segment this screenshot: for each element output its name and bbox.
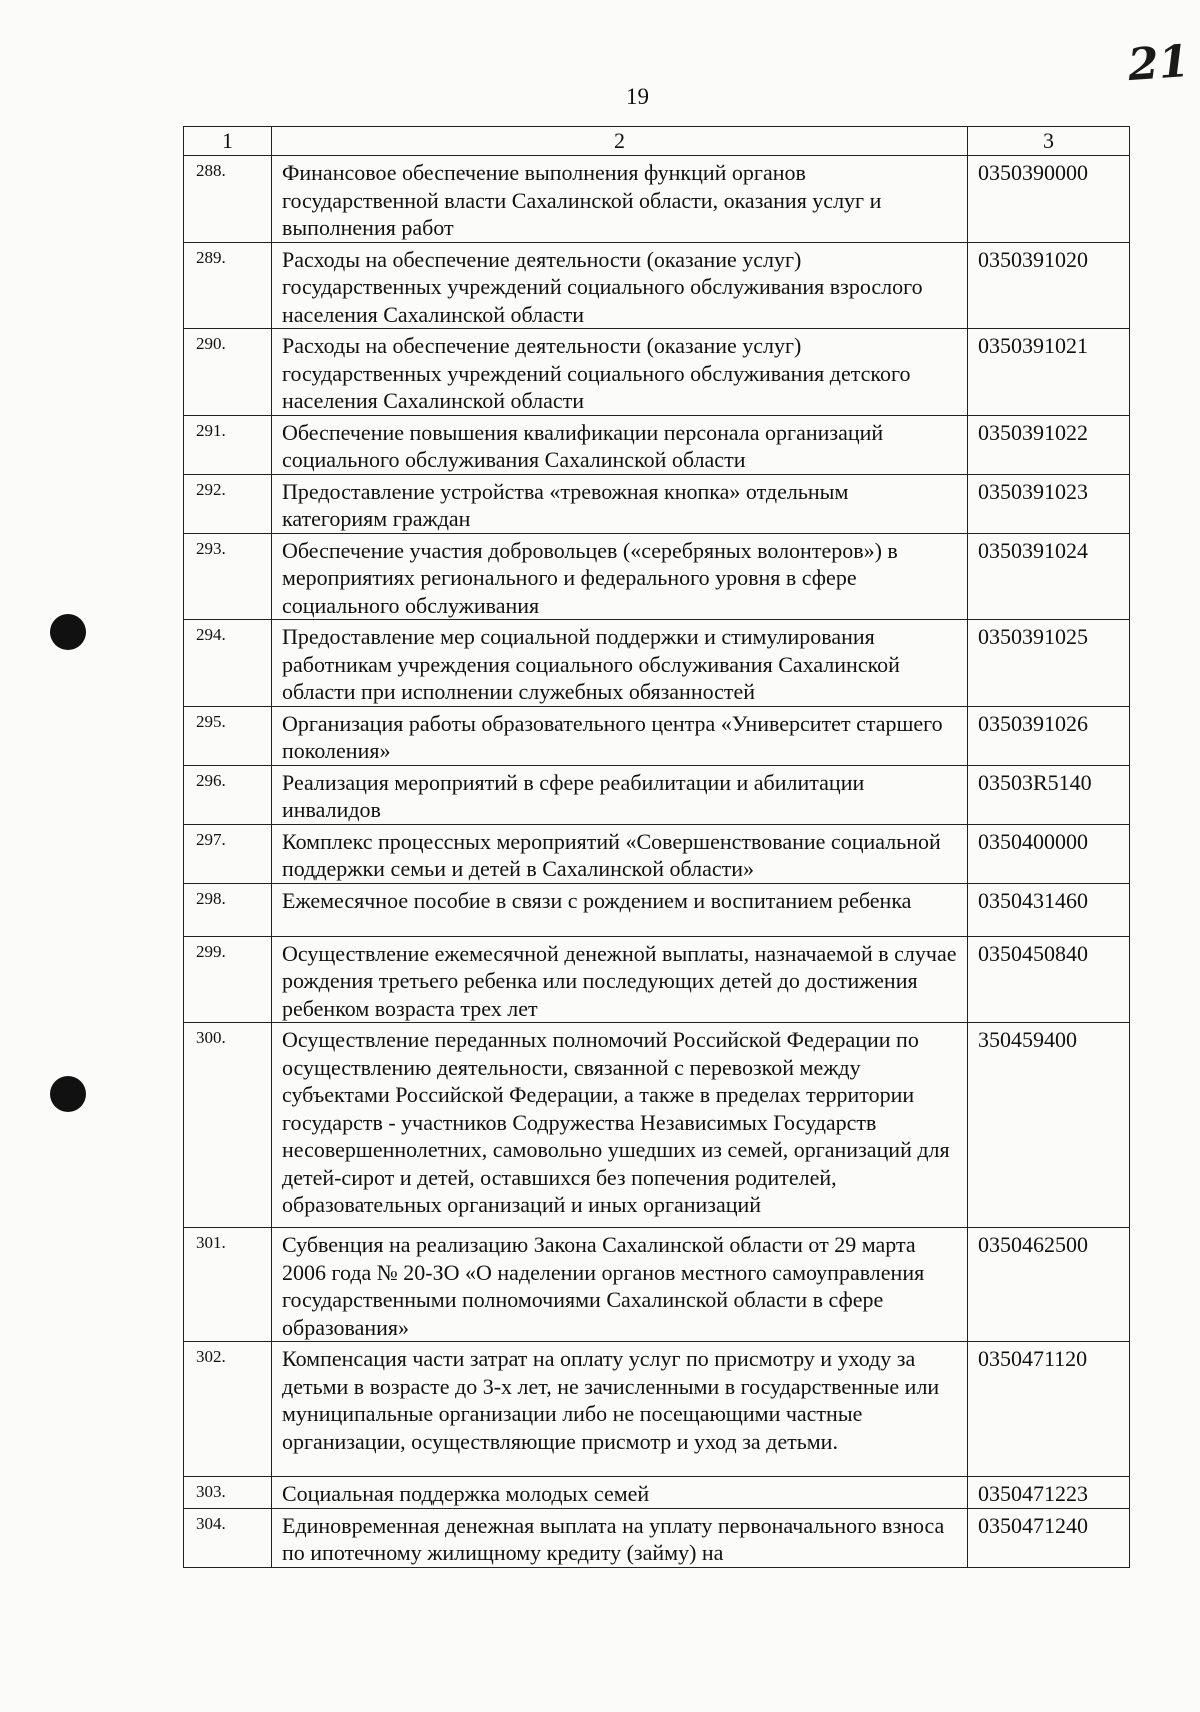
- row-code: 0350400000: [968, 824, 1130, 883]
- table-row: [184, 1228, 1130, 1342]
- row-code: 0350431460: [968, 883, 1130, 936]
- row-number: 304.: [184, 1508, 272, 1567]
- row-description: Компенсация части затрат на оплату услуг по присмотру и уходу за детьми в возрасте до 3-х лет, не зачисленными в государственные или муниципальные организации либо не посещающими частные организации, осуществляющие присмотр и уход за детьми.: [272, 1342, 968, 1477]
- row-description: Осуществление ежемесячной денежной выплаты, назначаемой в случае рождения третьего ребенка или последующих детей до достижения ребенком возраста трех лет: [272, 936, 968, 1023]
- row-description: Субвенция на реализацию Закона Сахалинской области от 29 марта 2006 года № 20-ЗО «О наделении органов местного самоуправления государственными полномочиями Сахалинской области в сфере образования»: [272, 1228, 968, 1342]
- row-code: 0350391021: [968, 329, 1130, 416]
- handwritten-page-mark: 21: [1126, 35, 1191, 92]
- row-code: 0350391024: [968, 533, 1130, 620]
- table-row: [184, 329, 1130, 416]
- row-number: 288.: [184, 156, 272, 243]
- row-code: 03503R5140: [968, 765, 1130, 824]
- row-number: 296.: [184, 765, 272, 824]
- row-number: 302.: [184, 1342, 272, 1477]
- row-number: 301.: [184, 1228, 272, 1342]
- row-code: 0350471240: [968, 1508, 1130, 1567]
- row-number: 290.: [184, 329, 272, 416]
- row-number: 298.: [184, 883, 272, 936]
- row-code: 0350391023: [968, 474, 1130, 533]
- codes-table: [183, 126, 1130, 1568]
- row-description: Комплекс процессных мероприятий «Совершенствование социальной поддержки семьи и детей в Сахалинской области»: [272, 824, 968, 883]
- row-description: Обеспечение повышения квалификации персонала организаций социального обслуживания Сахалинской области: [272, 415, 968, 474]
- row-number: 289.: [184, 242, 272, 329]
- table-row: [184, 242, 1130, 329]
- row-code: 0350462500: [968, 1228, 1130, 1342]
- page-number: 19: [626, 84, 649, 109]
- punch-hole: [50, 614, 86, 650]
- table-row: [184, 765, 1130, 824]
- row-description: Осуществление переданных полномочий Российской Федерации по осуществлению деятельности, связанной с перевозкой между субъектами Российской Федерации, а также в пределах территории государств - участников Содружества Независимых Государств несовершеннолетних, самовольно ушедших из семей, организаций для детей-сирот и детей, оставшихся без попечения родителей, образовательных организаций и иных организаций: [272, 1023, 968, 1228]
- row-description: Реализация мероприятий в сфере реабилитации и абилитации инвалидов: [272, 765, 968, 824]
- table-header-row: [184, 127, 1130, 156]
- row-description: Ежемесячное пособие в связи с рождением и воспитанием ребенка: [272, 883, 968, 936]
- row-description: Финансовое обеспечение выполнения функций органов государственной власти Сахалинской области, оказания услуг и выполнения работ: [272, 156, 968, 243]
- table-row: [184, 474, 1130, 533]
- row-code: 0350471223: [968, 1477, 1130, 1509]
- table-row: [184, 706, 1130, 765]
- row-description: Расходы на обеспечение деятельности (оказание услуг) государственных учреждений социального обслуживания детского населения Сахалинской области: [272, 329, 968, 416]
- row-description: Предоставление устройства «тревожная кнопка» отдельным категориям граждан: [272, 474, 968, 533]
- row-code: 0350390000: [968, 156, 1130, 243]
- row-description: Обеспечение участия добровольцев («серебряных волонтеров») в мероприятиях регионального и федерального уровня в сфере социального обслуживания: [272, 533, 968, 620]
- row-description: Расходы на обеспечение деятельности (оказание услуг) государственных учреждений социального обслуживания взрослого населения Сахалинской области: [272, 242, 968, 329]
- row-number: 295.: [184, 706, 272, 765]
- table-row: [184, 620, 1130, 707]
- table-row: [184, 156, 1130, 243]
- table-row: [184, 1342, 1130, 1477]
- row-number: 300.: [184, 1023, 272, 1228]
- row-number: 303.: [184, 1477, 272, 1509]
- punch-hole: [50, 1076, 86, 1112]
- table-row: [184, 936, 1130, 1023]
- row-number: 293.: [184, 533, 272, 620]
- column-header: 2: [272, 127, 968, 156]
- table-row: [184, 824, 1130, 883]
- table-row: [184, 1508, 1130, 1567]
- row-code: 0350391025: [968, 620, 1130, 707]
- row-number: 294.: [184, 620, 272, 707]
- row-number: 299.: [184, 936, 272, 1023]
- row-code: 0350450840: [968, 936, 1130, 1023]
- table-row: [184, 1477, 1130, 1509]
- column-header: 1: [184, 127, 272, 156]
- row-number: 291.: [184, 415, 272, 474]
- row-code: 0350471120: [968, 1342, 1130, 1477]
- row-number: 292.: [184, 474, 272, 533]
- row-code: 0350391020: [968, 242, 1130, 329]
- row-description: Предоставление мер социальной поддержки и стимулирования работникам учреждения социального обслуживания Сахалинской области при исполнении служебных обязанностей: [272, 620, 968, 707]
- table-row: [184, 415, 1130, 474]
- row-code: 0350391022: [968, 415, 1130, 474]
- table-row: [184, 1023, 1130, 1228]
- row-description: Организация работы образовательного центра «Университет старшего поколения»: [272, 706, 968, 765]
- row-code: 0350391026: [968, 706, 1130, 765]
- table-row: [184, 533, 1130, 620]
- row-description: Социальная поддержка молодых семей: [272, 1477, 968, 1509]
- row-description: Единовременная денежная выплата на уплату первоначального взноса по ипотечному жилищному кредиту (займу) на: [272, 1508, 968, 1567]
- row-number: 297.: [184, 824, 272, 883]
- column-header: 3: [968, 127, 1130, 156]
- table-row: [184, 883, 1130, 936]
- row-code: 350459400: [968, 1023, 1130, 1228]
